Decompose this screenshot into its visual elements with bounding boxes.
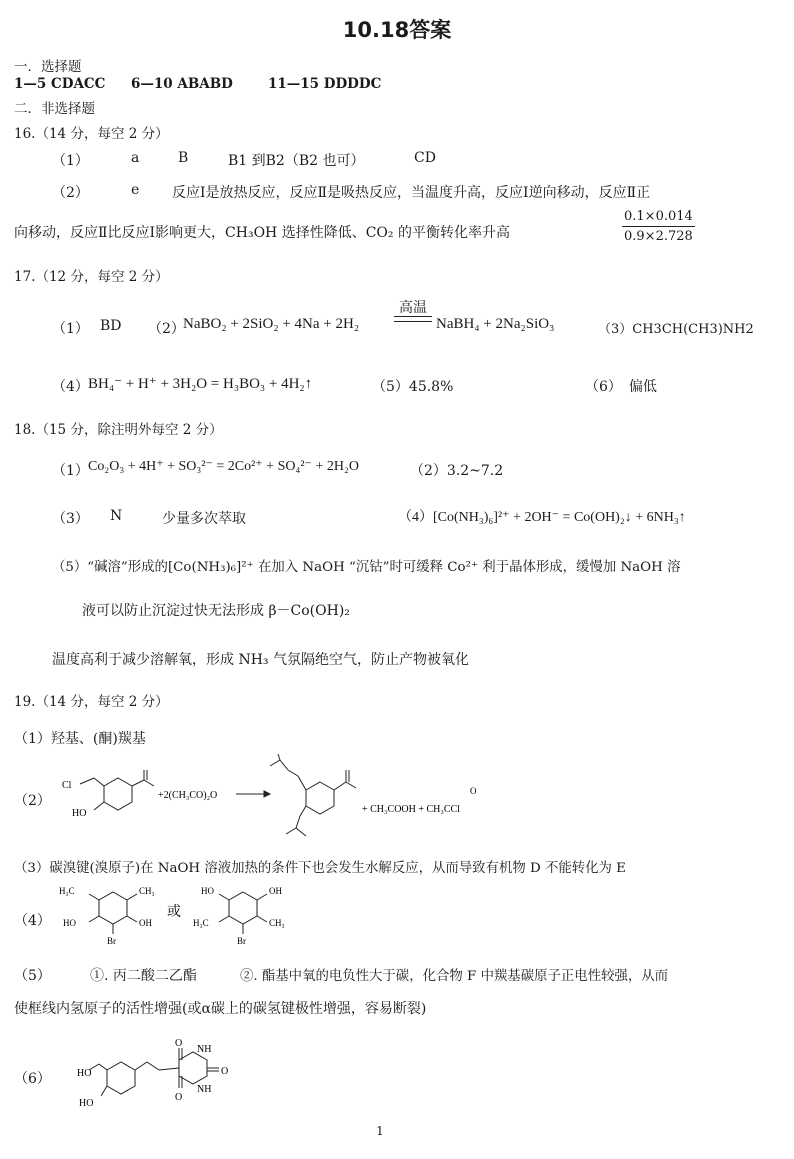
structure-2-ring — [229, 892, 257, 924]
q16-2-text-cont: 向移动，反应Ⅱ比反应Ⅰ影响更大，CH₃OH 选择性降低、CO₂ 的平衡转化率升高 — [14, 225, 510, 241]
answers-1-5: 1—5 CDACC — [14, 76, 106, 92]
q16-fraction — [622, 209, 695, 244]
product-side-products: + CH₃COOH + CH₃CCl — [362, 804, 460, 815]
s2-br: Br — [237, 936, 246, 946]
s2-ch3: CH₃ — [269, 918, 285, 928]
product-benzene-ring — [306, 782, 334, 814]
s1-ch3: CH₃ — [139, 886, 155, 896]
structure-1-ring — [99, 892, 127, 924]
reactant-benzene-ring — [104, 778, 132, 810]
q17-3: （3）CH3CH(CH3)NH2 — [598, 322, 754, 337]
s2-h3c: H₃C — [193, 918, 209, 928]
q18-5-text-2: 温度高利于减少溶解氧，形成 NH₃ 气氛隔绝空气，防止产物被氧化 — [52, 652, 469, 668]
q18-header: 18.（15 分，除注明外每空 2 分） — [14, 422, 223, 438]
q18-4-eq: （4）[Co(NH₃)₆]²⁺ + 2OH⁻ = Co(OH)₂↓ + 6NH₃↑ — [398, 510, 686, 525]
q19-4-structures — [55, 880, 325, 950]
answers-11-15: 11—15 DDDDC — [268, 76, 382, 92]
reactant-ho-label: HO — [72, 808, 87, 819]
f-nh1: NH — [197, 1044, 212, 1055]
s1-ho: HO — [63, 918, 76, 928]
page-number: 1 — [376, 1124, 384, 1138]
q17-2-eq-left: NaBO₂ + 2SiO₂ + 4Na + 2H₂ — [183, 316, 360, 332]
f-ho1: HO — [77, 1068, 92, 1079]
q18-3-a: N — [110, 508, 123, 524]
part1-heading: 一．选择题 — [14, 59, 82, 75]
q18-3-label: （3） — [52, 511, 89, 527]
q16-1-a: a — [131, 150, 140, 166]
q19-6-label: （6） — [14, 1071, 51, 1087]
q17-1-answer: BD — [100, 318, 122, 334]
q18-3-b: 少量多次萃取 — [162, 511, 246, 527]
q17-1-label: （1） — [52, 321, 89, 337]
part2-heading: 二．非选择题 — [14, 101, 95, 117]
q19-3: （3）碳溴键(溴原子)在 NaOH 溶液加热的条件下也会发生水解反应，从而导致有机物 D 不能转化为 E — [14, 861, 626, 876]
reactant-reagent: +2(CH₃CO)₂O — [158, 790, 218, 801]
q17-5: （5）45.8% — [372, 379, 454, 395]
q16-2-text: 反应Ⅰ是放热反应，反应Ⅱ是吸热反应，当温度升高，反应Ⅰ逆向移动，反应Ⅱ正 — [172, 185, 651, 201]
q19-header: 19.（14 分，每空 2 分） — [14, 694, 169, 710]
q19-5-b: ②. 酯基中氧的电负性大于碳，化合物 F 中羰基碳原子正电性较强，从而 — [240, 969, 669, 984]
q16-header: 16.（14 分，每空 2 分） — [14, 126, 169, 142]
s1-oh: OH — [139, 918, 152, 928]
f-o1: O — [175, 1038, 183, 1049]
q16-2-label: （2） — [52, 185, 89, 201]
s1-h3c: H₃C — [59, 886, 75, 896]
q16-1-b: B — [178, 150, 189, 166]
q18-5-text: （5）“碱溶”形成的[Co(NH₃)₆]²⁺ 在加入 NaOH “沉钴”时可缓释 Co²⁺ 利于晶体形成，缓慢加 NaOH 溶 — [52, 560, 681, 575]
q19-2-label: （2） — [14, 793, 51, 809]
reaction-arrow — [236, 791, 270, 797]
f-o2: O — [175, 1092, 183, 1103]
q16-1-d: CD — [414, 150, 436, 166]
q16-1-c: B1 到B2（B2 也可） — [228, 153, 365, 169]
q16-2-a: e — [131, 182, 140, 198]
q17-2-condition — [394, 300, 432, 322]
product-structure — [270, 754, 356, 836]
fraction-numerator: 0.1×0.014 — [622, 209, 695, 227]
q19-6-benzene-ring — [107, 1062, 135, 1094]
q18-5-text-cont: 液可以防止沉淀过快无法形成 β－Co(OH)₂ — [82, 603, 350, 619]
q19-5-a: ①. 丙二酸二乙酯 — [90, 968, 197, 984]
q19-2-reaction-scheme — [50, 752, 510, 842]
q19-5-label: （5） — [14, 968, 51, 984]
q19-6-structure — [55, 1030, 265, 1120]
s1-br: Br — [107, 936, 116, 946]
q16-1-label: （1） — [52, 153, 89, 169]
fraction-denominator: 0.9×2.728 — [624, 229, 693, 244]
f-o3: O — [221, 1066, 229, 1077]
q17-6: （6） 偏低 — [585, 379, 657, 395]
q17-2-label: （2） — [148, 321, 185, 337]
q17-header: 17.（12 分，每空 2 分） — [14, 269, 169, 285]
or-connector: 或 — [167, 905, 181, 920]
barbiturate-ring — [179, 1052, 207, 1084]
q19-4-label: （4） — [14, 913, 51, 929]
q18-1-eq: Co₂O₃ + 4H⁺ + SO₃²⁻ = 2Co²⁺ + SO₄²⁻ + 2H₂O — [88, 459, 359, 474]
answers-6-10: 6—10 ABABD — [131, 76, 233, 92]
q17-2-eq-right: NaBH₄ + 2Na₂SiO₃ — [436, 316, 555, 332]
page-title: 10.18答案 — [342, 18, 452, 42]
s2-ho: HO — [201, 886, 214, 896]
double-arrow-bar — [394, 316, 432, 322]
structure-1 — [89, 892, 137, 934]
s2-oh: OH — [269, 886, 282, 896]
structure-2 — [219, 892, 267, 934]
reactant-cl-label: Cl — [62, 780, 72, 791]
q19-5-cont: 使框线内氢原子的活性增强(或α碳上的碳氢键极性增强，容易断裂) — [14, 1001, 427, 1017]
q18-2: （2）3.2~7.2 — [410, 463, 504, 479]
product-carbonyl-o: O — [470, 786, 477, 796]
f-ho2: HO — [79, 1098, 94, 1109]
q17-4-label: （4） — [52, 379, 89, 395]
q17-4-eq: BH₄⁻ + H⁺ + 3H₂O = H₃BO₃ + 4H₂↑ — [88, 376, 313, 392]
q19-1: （1）羟基、(酮)羰基 — [14, 731, 146, 747]
f-nh2: NH — [197, 1084, 212, 1095]
q18-1-label: （1） — [52, 463, 89, 479]
reactant-structure — [80, 770, 154, 810]
condition-text: 高温 — [399, 300, 427, 316]
